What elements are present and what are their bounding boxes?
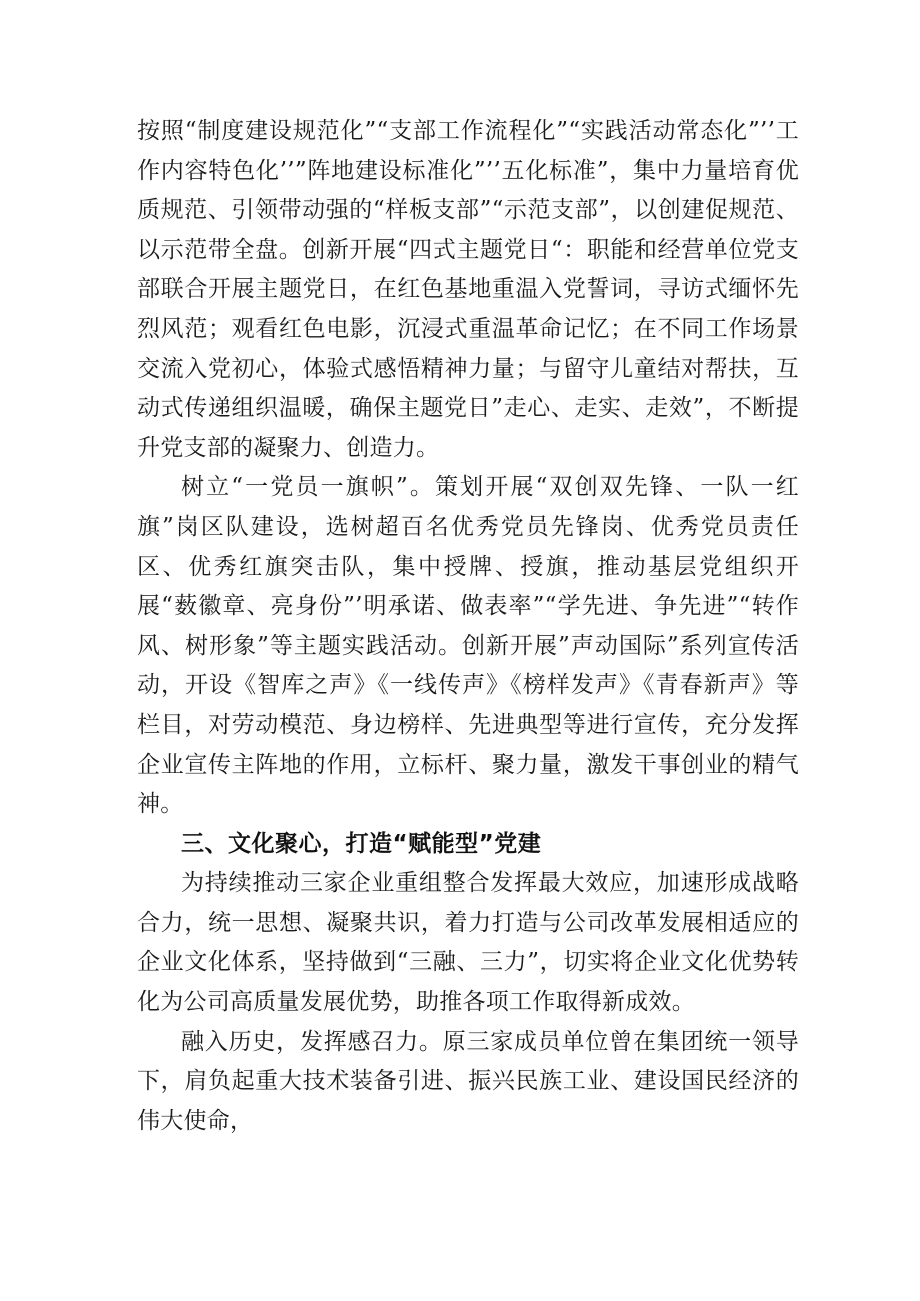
paragraph-history-appeal: 融入历史，发挥感召力。原三家成员单位曾在集团统一领导下，肩负起重大技术装备引进、振兴民族工业、建设国民经济的伟大使命， bbox=[137, 1028, 799, 1134]
paragraph-culture-system: 为持续推动三家企业重组整合发挥最大效应，加速形成战略合力，统一思想、凝聚共识，着力打造与公司改革发展相适应的企业文化体系，坚持做到“三融、三力”，切实将企业文化优势转化为公司高质量发展优势，助推各项工作取得新成效。 bbox=[137, 870, 799, 1016]
section-heading-culture: 三、文化聚心，打造“赋能型”党建 bbox=[181, 830, 542, 857]
paragraph-wuhua-standard: 按照“制度建设规范化”“支部工作流程化”“实践活动常态化”’’工作内容特色化’’”阵地建设标准化”’’五化标准”，集中力量培育优质规范、引领带动强的“样板支部”“示范支部”，以创建促规范、以示范带全盘。创新开展“四式主题党日“：职能和经营单位党支部联合开展主题党日，在红色基地重温入党誓词，寻访式缅怀先烈风范；观看红色电影，沉浸式重温革命记忆；在不同工作场景交流入党初心，体验式感悟精神力量；与留守儿童结对帮扶，互动式传递组织温暖，确保主题党日”走心、走实、走效”，不断提升党支部的凝聚力、创造力。 bbox=[137, 118, 799, 461]
document-body bbox=[137, 112, 799, 1141]
paragraph-party-member-banner: 树立“一党员一旗帜”。策划开展“双创双先锋、一队一红旗”岗区队建设，选树超百名优秀党员先锋岗、优秀党员责任区、优秀红旗突击队，集中授牌、授旗，推动基层党组织开展“薮徽章、亮身份”’明承诺、做表率”“学先进、争先进”“转作风、树形象”等主题实践活动。创新开展”声动国际”系列宣传活动，开设《智库之声》《一线传声》《榜样发声》《青春新声》等栏目，对劳动模范、身边榜样、先进典型等进行宣传，充分发挥企业宣传主阵地的作用，立标杆、聚力量，激发干事创业的精气神。 bbox=[137, 474, 799, 818]
